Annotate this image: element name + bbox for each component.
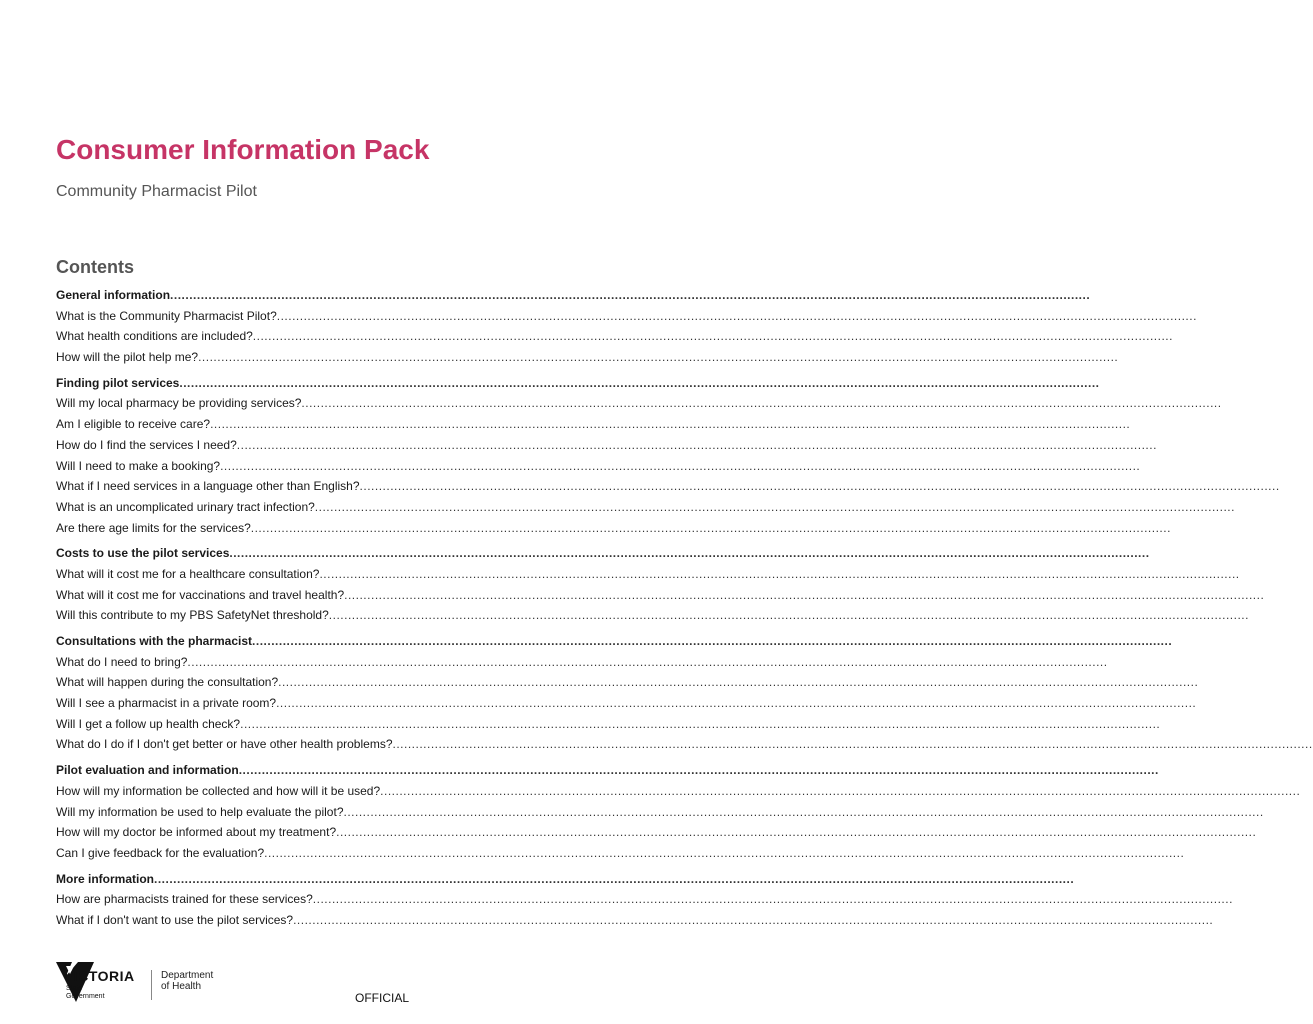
toc-entry[interactable] xyxy=(56,417,1131,438)
toc-entry-label: Will my local pharmacy be providing services? xyxy=(56,396,302,411)
department-of-health-label xyxy=(161,970,213,992)
toc-leader-dots: ................................................................................................................................................................................................................................................ xyxy=(252,634,1173,648)
toc-entry-label: How will my doctor be informed about my treatment? xyxy=(56,825,337,840)
toc-entry-label: What is an uncomplicated urinary tract infection? xyxy=(56,499,315,514)
toc-leader-dots: ................................................................................................................................................................................................................................................ xyxy=(236,437,1157,452)
toc-entry[interactable] xyxy=(56,654,1108,676)
toc-leader-dots: ................................................................................................................................................................................................................................................ xyxy=(264,845,1185,860)
toc-entry[interactable] xyxy=(56,716,1161,738)
toc-entry[interactable] xyxy=(56,892,1233,913)
toc-leader-dots: ................................................................................................................................................................................................................................................ xyxy=(170,288,1091,302)
toc-entry[interactable] xyxy=(56,396,1222,417)
toc-section xyxy=(56,546,1265,629)
toc-leader-dots: ................................................................................................................................................................................................................................................ xyxy=(210,417,1131,432)
toc-leader-dots: ................................................................................................................................................................................................................................................ xyxy=(328,608,1249,623)
logo-wordmark: VICTORIA xyxy=(64,968,135,984)
toc-entry-label: Will I get a follow up health check? xyxy=(56,716,241,731)
dept-line-2: of Health xyxy=(161,981,202,992)
toc-entry-label: What will it cost me for a healthcare consultation? xyxy=(56,566,320,581)
toc-leader-dots: ................................................................................................................................................................................................................................................ xyxy=(229,546,1150,561)
toc-section-heading[interactable] xyxy=(56,288,1091,309)
toc-section xyxy=(56,375,1280,542)
classification-label: OFFICIAL xyxy=(355,991,410,1005)
toc-section xyxy=(56,871,1233,934)
toc-section xyxy=(56,634,1313,758)
toc-entry-label: Will this contribute to my PBS SafetyNet threshold? xyxy=(56,608,329,623)
toc-entry[interactable] xyxy=(56,783,1301,805)
toc-section-title: Finding pilot services xyxy=(56,375,180,390)
toc-entry-label: What if I need services in a language other than English? xyxy=(56,479,360,494)
toc-entry-label: What will it cost me for vaccinations and travel health? xyxy=(56,587,345,602)
toc-leader-dots: ................................................................................................................................................................................................................................................ xyxy=(240,716,1161,731)
toc-entry[interactable] xyxy=(56,845,1185,867)
toc-entry[interactable] xyxy=(56,587,1265,609)
toc-leader-dots: ................................................................................................................................................................................................................................................ xyxy=(252,329,1173,344)
toc-leader-dots: ................................................................................................................................................................................................................................................ xyxy=(220,458,1141,473)
toc-entry-label: How are pharmacists trained for these services? xyxy=(56,892,313,907)
toc-leader-dots: ................................................................................................................................................................................................................................................ xyxy=(343,804,1264,819)
toc-leader-dots: ................................................................................................................................................................................................................................................ xyxy=(359,479,1280,494)
logo-divider xyxy=(151,970,152,1000)
toc-entry-label: What do I do if I don't get better or have other health problems? xyxy=(56,737,393,752)
toc-entry-label: Will my information be used to help evaluate the pilot? xyxy=(56,804,344,819)
toc-entry[interactable] xyxy=(56,675,1199,696)
toc-section-title: General information xyxy=(56,288,171,302)
toc-entry-label: What will happen during the consultation? xyxy=(56,675,279,690)
toc-entry-label: How will my information be collected and how will it be used? xyxy=(56,783,381,798)
toc-entry-label: What is the Community Pharmacist Pilot? xyxy=(56,308,277,323)
toc-leader-dots: ................................................................................................................................................................................................................................................ xyxy=(276,696,1197,711)
toc-entry-label: Will I need to make a booking? xyxy=(56,458,221,473)
toc-section-heading[interactable] xyxy=(56,871,1075,893)
toc-section-heading[interactable] xyxy=(56,763,1159,784)
toc-entry-label: Am I eligible to receive care? xyxy=(56,417,211,432)
toc-leader-dots: ................................................................................................................................................................................................................................................ xyxy=(198,350,1119,365)
toc-leader-dots: ................................................................................................................................................................................................................................................ xyxy=(276,308,1197,323)
toc-entry[interactable] xyxy=(56,329,1173,350)
toc-leader-dots: ................................................................................................................................................................................................................................................ xyxy=(179,375,1100,390)
toc-section-title: More information xyxy=(56,871,154,886)
toc-leader-dots: ................................................................................................................................................................................................................................................ xyxy=(392,737,1313,752)
toc-entry[interactable] xyxy=(56,566,1240,588)
logo-state-line: State xyxy=(66,985,83,992)
toc-leader-dots: ................................................................................................................................................................................................................................................ xyxy=(301,396,1222,411)
toc-leader-dots: ................................................................................................................................................................................................................................................ xyxy=(250,520,1171,535)
toc-leader-dots: ................................................................................................................................................................................................................................................ xyxy=(187,654,1108,669)
toc-leader-dots: ................................................................................................................................................................................................................................................ xyxy=(380,783,1301,798)
toc-entry[interactable] xyxy=(56,912,1214,934)
toc-section-heading[interactable] xyxy=(56,634,1173,655)
toc-entry-label: Are there age limits for the services? xyxy=(56,520,251,535)
toc-entry[interactable] xyxy=(56,520,1171,542)
logo-government-line: Government xyxy=(66,993,105,1000)
toc-entry-label: Can I give feedback for the evaluation? xyxy=(56,845,265,860)
toc-entry[interactable] xyxy=(56,350,1119,371)
toc-entry-label: How will the pilot help me? xyxy=(56,350,199,365)
toc-entry[interactable] xyxy=(56,825,1257,846)
contents-heading: Contents xyxy=(56,257,134,277)
toc-section-title: Consultations with the pharmacist xyxy=(56,634,253,648)
toc-leader-dots: ................................................................................................................................................................................................................................................ xyxy=(336,825,1257,840)
toc-entry[interactable] xyxy=(56,308,1197,330)
toc-entry-label: What do I need to bring? xyxy=(56,654,188,669)
toc-entry[interactable] xyxy=(56,458,1141,480)
toc-leader-dots: ................................................................................................................................................................................................................................................ xyxy=(312,892,1233,907)
toc-leader-dots: ................................................................................................................................................................................................................................................ xyxy=(154,871,1075,886)
toc-section xyxy=(56,763,1301,866)
toc-entry-label: What if I don't want to use the pilot services? xyxy=(56,912,294,927)
toc-leader-dots: ................................................................................................................................................................................................................................................ xyxy=(238,763,1159,778)
toc-leader-dots: ................................................................................................................................................................................................................................................ xyxy=(278,675,1199,690)
toc-entry-label: Will I see a pharmacist in a private room? xyxy=(56,696,277,711)
logo-state-government xyxy=(66,985,105,1001)
toc-entry[interactable] xyxy=(56,499,1235,521)
toc-entry-label: How do I find the services I need? xyxy=(56,437,237,452)
toc-leader-dots: ................................................................................................................................................................................................................................................ xyxy=(319,566,1240,581)
toc-entry[interactable] xyxy=(56,437,1157,459)
toc-leader-dots: ................................................................................................................................................................................................................................................ xyxy=(344,587,1265,602)
toc-leader-dots: ................................................................................................................................................................................................................................................ xyxy=(293,912,1214,927)
toc-entry-label: What health conditions are included? xyxy=(56,329,253,344)
document-title: Consumer Information Pack xyxy=(56,134,430,165)
dept-line-1: Department xyxy=(161,970,214,981)
toc-leader-dots: ................................................................................................................................................................................................................................................ xyxy=(314,499,1235,514)
toc-section-heading[interactable] xyxy=(56,546,1150,567)
toc-section-title: Pilot evaluation and information xyxy=(56,763,239,778)
toc-section-title: Costs to use the pilot services xyxy=(56,546,230,561)
toc-entry[interactable] xyxy=(56,737,1313,758)
toc-entry[interactable] xyxy=(56,804,1264,826)
toc-section xyxy=(56,288,1197,371)
toc-section-heading[interactable] xyxy=(56,375,1100,397)
table-of-contents xyxy=(56,288,1313,939)
toc-entry[interactable] xyxy=(56,696,1197,717)
toc-entry[interactable] xyxy=(56,608,1249,629)
toc-entry[interactable] xyxy=(56,479,1280,500)
document-subtitle: Community Pharmacist Pilot xyxy=(56,183,257,200)
